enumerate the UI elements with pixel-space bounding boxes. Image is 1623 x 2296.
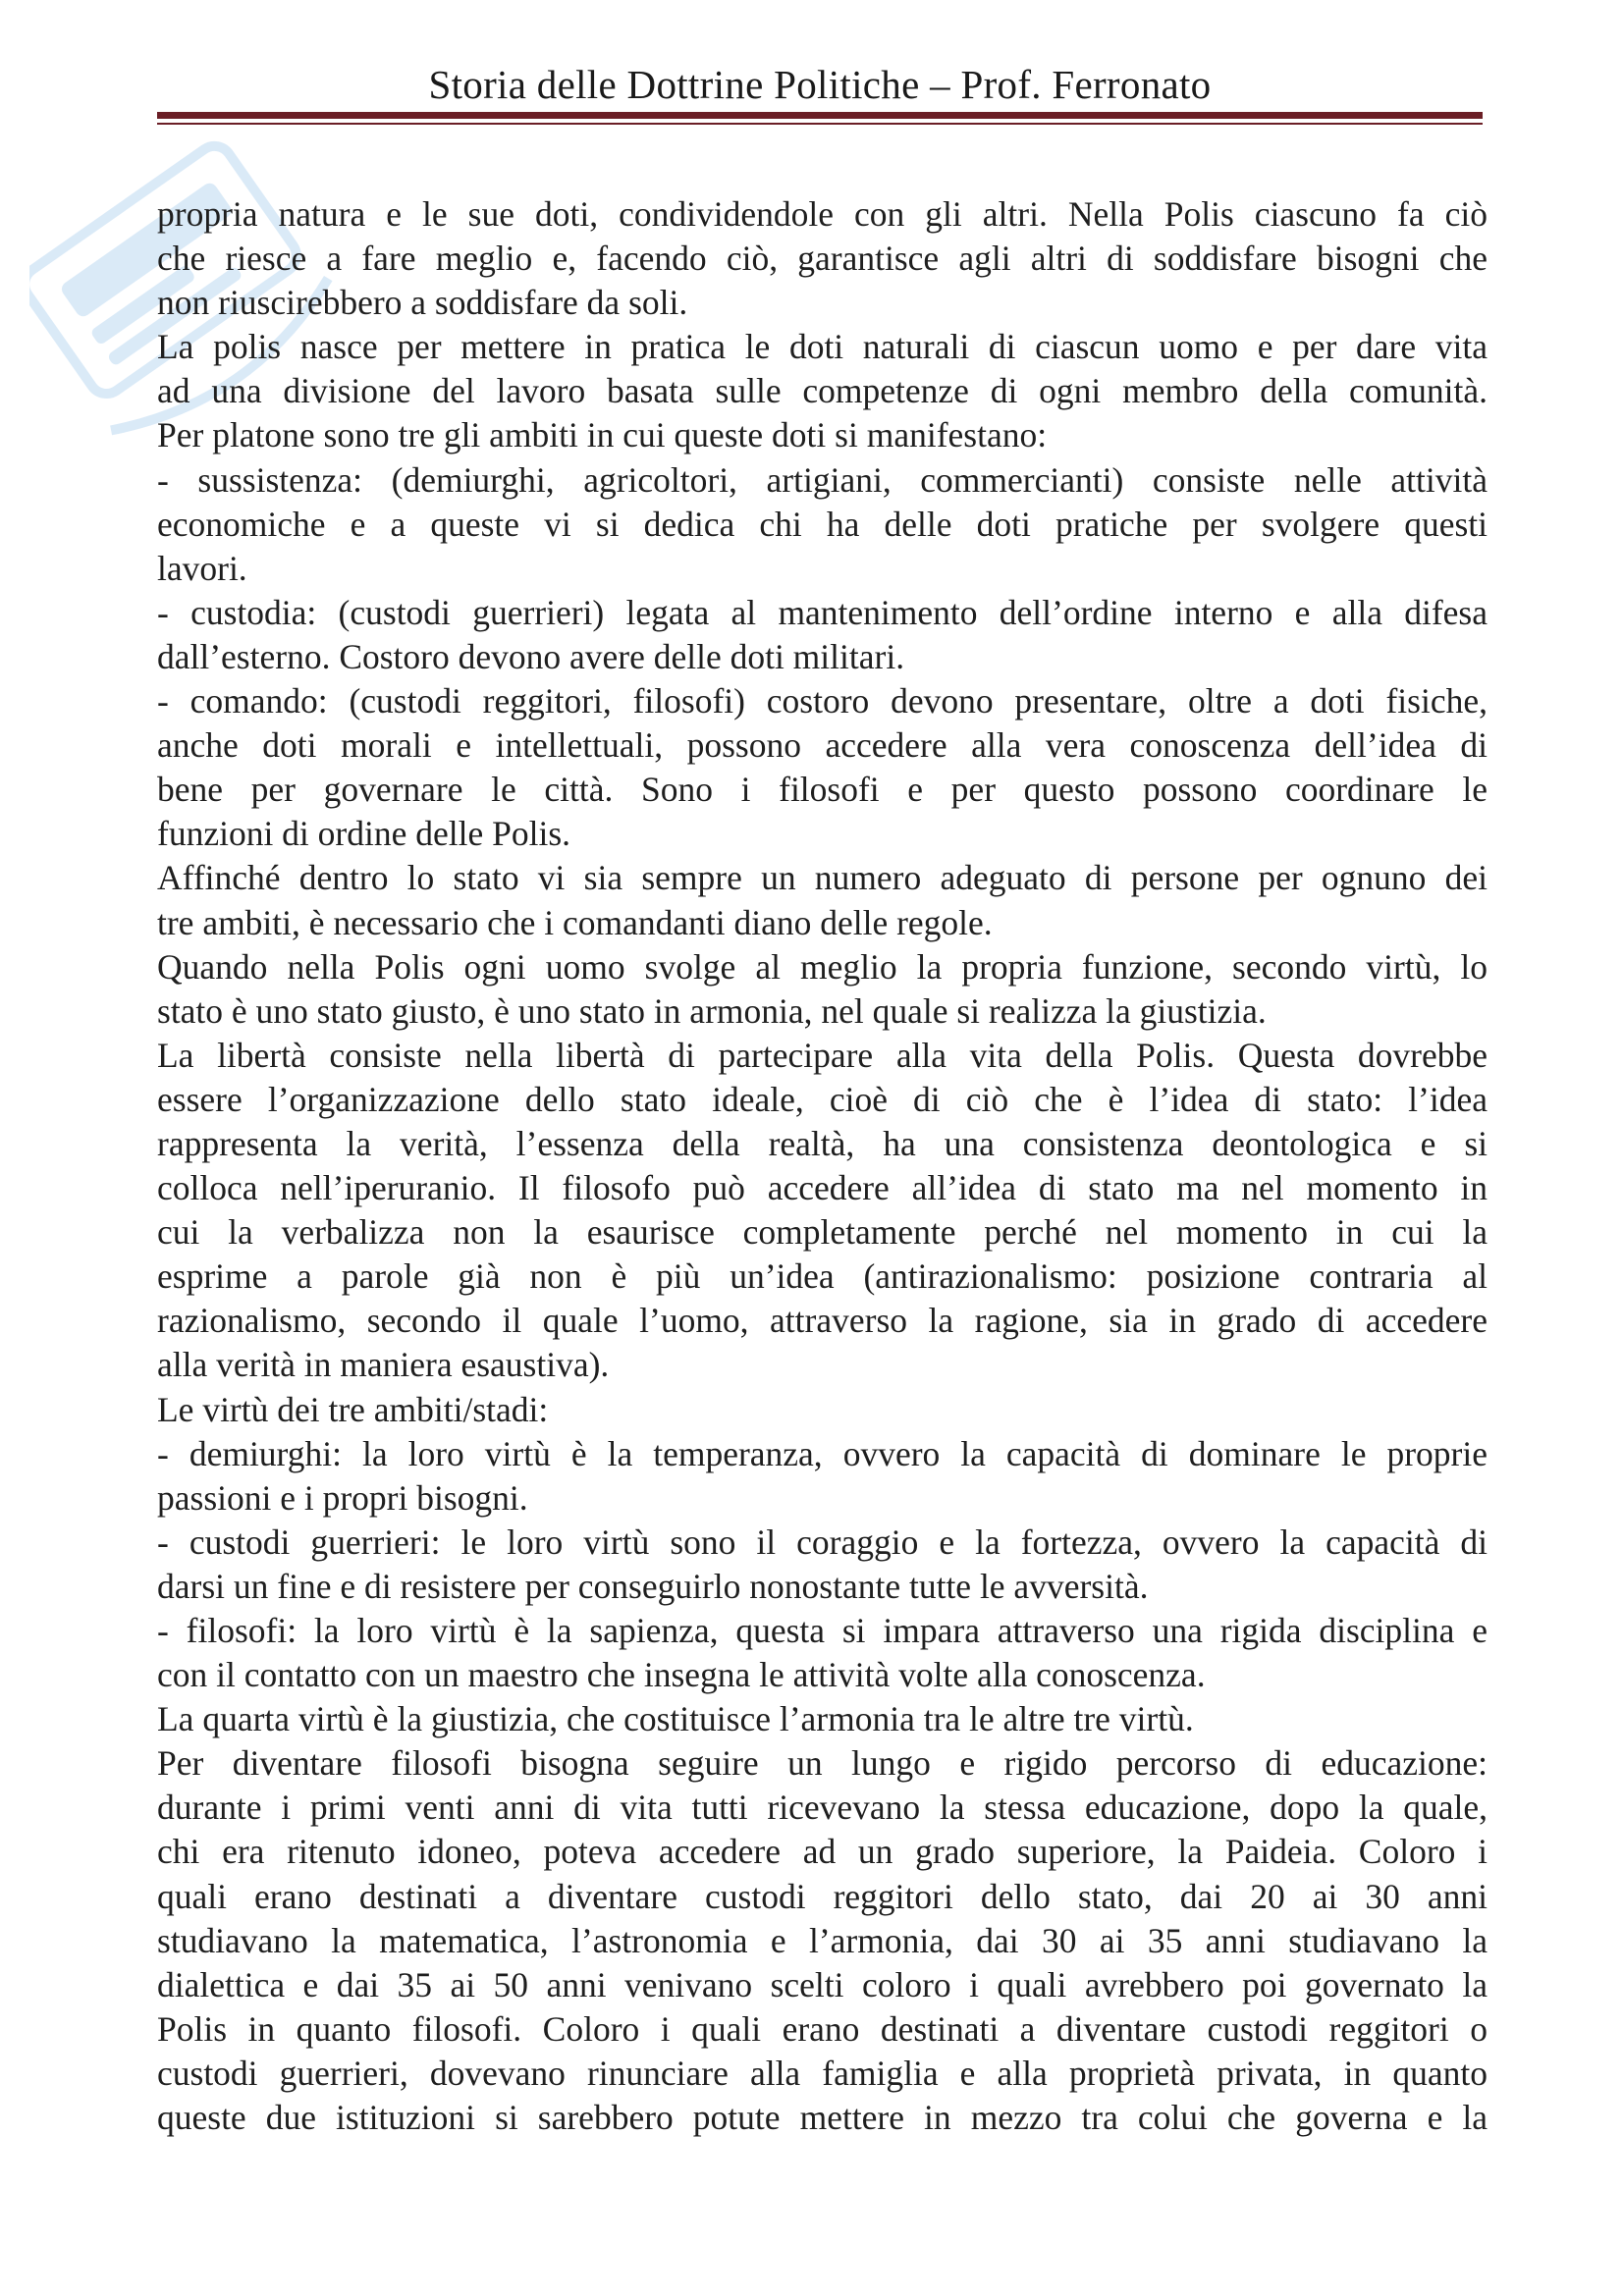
text-line: - demiurghi: la loro virtù è la temperanza, ovvero la capacità di dominare le proprie <box>157 1433 1488 1473</box>
text-line: quali erano destinati a diventare custodi reggitori dello stato, dai 20 ai 30 anni <box>157 1876 1488 1916</box>
header-rule-thin <box>157 123 1483 125</box>
text-line: essere l’organizzazione dello stato ideale, cioè di ciò che è l’idea di stato: l’idea <box>157 1079 1488 1119</box>
text-line: alla verità in maniera esaustiva). <box>157 1345 610 1385</box>
text-line: Le virtù dei tre ambiti/stadi: <box>157 1389 549 1429</box>
text-line: chi era ritenuto idoneo, poteva accedere ad un grado superiore, la Paideia. Coloro i <box>157 1832 1488 1872</box>
text-line: - custodia: (custodi guerrieri) legata al mantenimento dell’ordine interno e alla difesa <box>157 592 1488 632</box>
text-line: lavori. <box>157 548 247 588</box>
text-line: non riuscirebbero a soddisfare da soli. <box>157 283 688 323</box>
text-line: La quarta virtù è la giustizia, che costituisce l’armonia tra le altre tre virtù. <box>157 1699 1194 1739</box>
document-body <box>157 192 1488 2140</box>
text-line: durante i primi venti anni di vita tutti ricevevano la stessa educazione, dopo la quale, <box>157 1788 1488 1828</box>
text-line: cui la verbalizza non la esaurisce completamente perché nel momento in cui la <box>157 1212 1488 1253</box>
text-line: con il contatto con un maestro che insegna le attività volte alla conoscenza. <box>157 1655 1206 1695</box>
text-line: razionalismo, secondo il quale l’uomo, attraverso la ragione, sia in grado di accedere <box>157 1301 1488 1341</box>
text-line: Quando nella Polis ogni uomo svolge al meglio la propria funzione, secondo virtù, lo <box>157 946 1488 987</box>
text-line: anche doti morali e intellettuali, possono accedere alla vera conoscenza dell’idea di <box>157 725 1488 766</box>
text-line: ad una divisione del lavoro basata sulle competenze di ogni membro della comunità. <box>157 371 1488 411</box>
text-line: stato è uno stato giusto, è uno stato in armonia, nel quale si realizza la giustizia. <box>157 990 1267 1031</box>
text-line: La polis nasce per mettere in pratica le doti naturali di ciascun uomo e per dare vita <box>157 327 1488 367</box>
text-line: Per diventare filosofi bisogna seguire un lungo e rigido percorso di educazione: <box>157 1743 1488 1784</box>
text-line: passioni e i propri bisogni. <box>157 1477 528 1518</box>
text-line: propria natura e le sue doti, condividendole con gli altri. Nella Polis ciascuno fa ciò <box>157 194 1488 234</box>
text-line: colloca nell’iperuranio. Il filosofo può accedere all’idea di stato ma nel momento in <box>157 1168 1488 1208</box>
text-line: che riesce a fare meglio e, facendo ciò, garantisce agli altri di soddisfare bisogni che <box>157 239 1488 279</box>
text-line: La libertà consiste nella libertà di partecipare alla vita della Polis. Questa dovrebbe <box>157 1035 1488 1075</box>
text-line: darsi un fine e di resistere per conseguirlo nonostante tutte le avversità. <box>157 1566 1149 1606</box>
text-line: studiavano la matematica, l’astronomia e l’armonia, dai 30 ai 35 anni studiavano la <box>157 1920 1488 1960</box>
text-line: custodi guerrieri, dovevano rinunciare alla famiglia e alla proprietà privata, in quanto <box>157 2053 1488 2093</box>
text-line: queste due istituzioni si sarebbero potute mettere in mezzo tra colui che governa e la <box>157 2098 1488 2138</box>
text-line: bene per governare le città. Sono i filosofi e per questo possono coordinare le <box>157 770 1488 810</box>
text-line: funzioni di ordine delle Polis. <box>157 814 571 854</box>
text-line: dall’esterno. Costoro devono avere delle doti militari. <box>157 636 905 676</box>
text-line: tre ambiti, è necessario che i comandanti diano delle regole. <box>157 902 993 942</box>
text-line: - comando: (custodi reggitori, filosofi) costoro devono presentare, oltre a doti fisiche, <box>157 681 1488 721</box>
text-line: dialettica e dai 35 ai 50 anni venivano scelti coloro i quali avrebbero poi governato la <box>157 1964 1488 2004</box>
text-line: - sussistenza: (demiurghi, agricoltori, artigiani, commercianti) consiste nelle attività <box>157 459 1488 500</box>
text-line: esprime a parole già non è più un’idea (antirazionalismo: posizione contraria al <box>157 1256 1488 1297</box>
page-header-title: Storia delle Dottrine Politiche – Prof. Ferronato <box>428 62 1212 107</box>
text-line: rappresenta la verità, l’essenza della realtà, ha una consistenza deontologica e si <box>157 1123 1488 1163</box>
header-rule-thick <box>157 112 1483 119</box>
text-line: - custodi guerrieri: le loro virtù sono il coraggio e la fortezza, ovvero la capacità di <box>157 1522 1488 1562</box>
text-line: Polis in quanto filosofi. Coloro i quali erano destinati a diventare custodi reggitori o <box>157 2008 1488 2049</box>
text-line: Affinché dentro lo stato vi sia sempre un numero adeguato di persone per ognuno dei <box>157 858 1488 898</box>
text-line: - filosofi: la loro virtù è la sapienza, questa si impara attraverso una rigida disciplina e <box>157 1611 1488 1650</box>
text-line: economiche e a queste vi si dedica chi ha delle doti pratiche per svolgere questi <box>157 504 1488 544</box>
text-line: Per platone sono tre gli ambiti in cui queste doti si manifestano: <box>157 415 1048 455</box>
